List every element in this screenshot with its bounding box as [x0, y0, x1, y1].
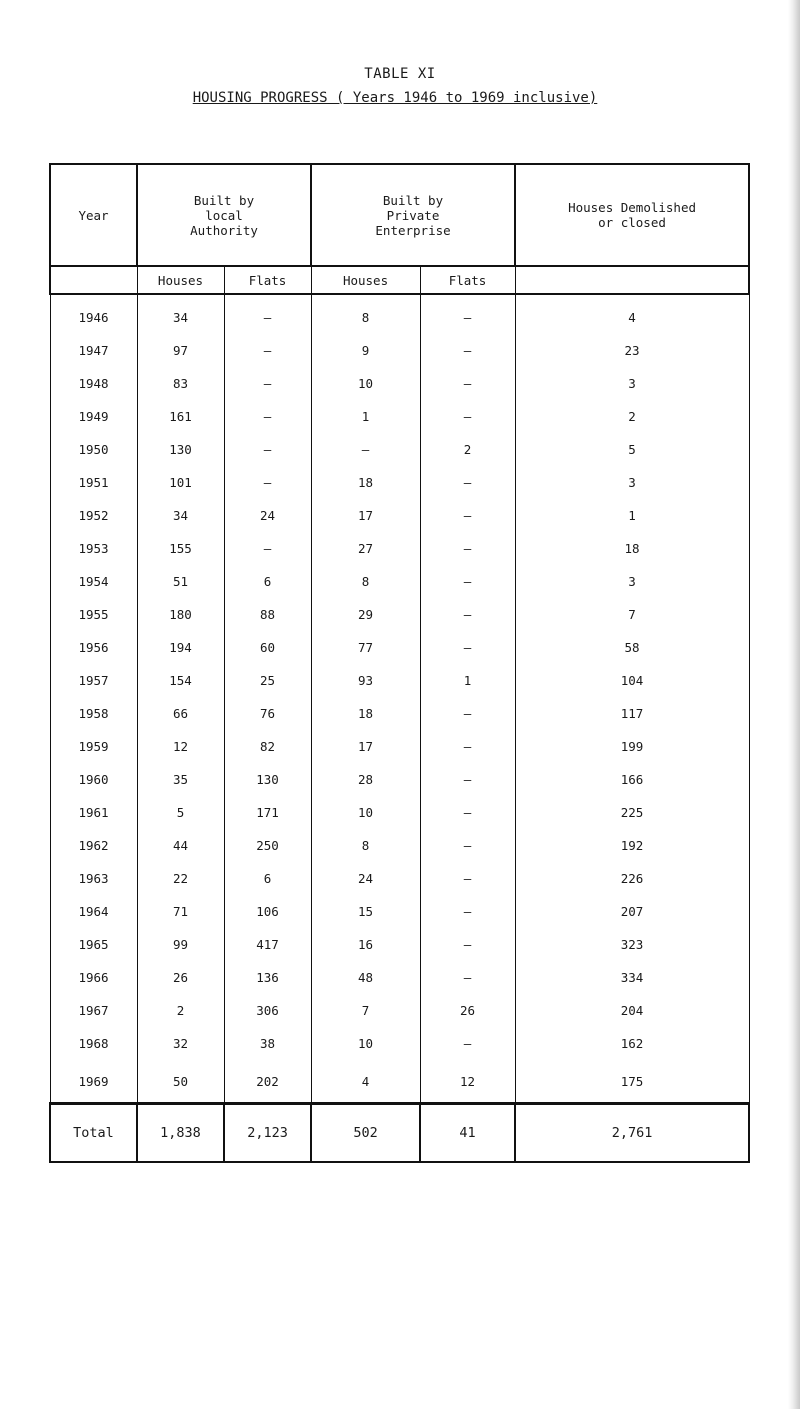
cell-private-houses: 15	[311, 895, 420, 928]
cell-private-houses: 1	[311, 400, 420, 433]
cell-local-flats: 202	[224, 1060, 311, 1104]
cell-local-flats: 106	[224, 895, 311, 928]
cell-year: 1948	[50, 367, 137, 400]
table-row	[50, 829, 749, 862]
table-row	[50, 796, 749, 829]
cell-year: 1957	[50, 664, 137, 697]
cell-year: 1965	[50, 928, 137, 961]
total-row	[50, 1104, 749, 1163]
cell-demolished: 323	[515, 928, 749, 961]
cell-private-houses: 16	[311, 928, 420, 961]
table-row	[50, 499, 749, 532]
table-title: HOUSING PROGRESS ( Years 1946 to 1969 inclusive)	[192, 90, 598, 106]
cell-private-houses: 48	[311, 961, 420, 994]
cell-year: 1969	[50, 1060, 137, 1104]
table-row	[50, 631, 749, 664]
cell-demolished: 2	[515, 400, 749, 433]
table-row	[50, 367, 749, 400]
subheader-private-flats: Flats	[420, 266, 515, 294]
cell-local-flats: 250	[224, 829, 311, 862]
header-local-line-3: Authority	[190, 222, 258, 238]
cell-private-houses: 4	[311, 1060, 420, 1104]
cell-local-houses: 194	[137, 631, 224, 664]
header-private-line-2: Private	[386, 207, 440, 223]
cell-private-flats: —	[420, 294, 515, 334]
cell-local-flats: —	[224, 367, 311, 400]
cell-demolished: 199	[515, 730, 749, 763]
cell-demolished: 3	[515, 367, 749, 400]
cell-private-flats: —	[420, 367, 515, 400]
subheader-local-flats: Flats	[224, 266, 311, 294]
cell-demolished: 3	[515, 466, 749, 499]
cell-year: 1967	[50, 994, 137, 1027]
cell-local-houses: 51	[137, 565, 224, 598]
cell-local-flats: 306	[224, 994, 311, 1027]
cell-year: 1956	[50, 631, 137, 664]
total-label: Total	[50, 1104, 137, 1163]
cell-private-flats: —	[420, 763, 515, 796]
table-caption: TABLE XI	[364, 66, 436, 82]
cell-demolished: 162	[515, 1027, 749, 1060]
cell-year: 1968	[50, 1027, 137, 1060]
table-row	[50, 1027, 749, 1060]
cell-local-houses: 50	[137, 1060, 224, 1104]
cell-local-flats: 136	[224, 961, 311, 994]
cell-year: 1959	[50, 730, 137, 763]
cell-private-houses: 17	[311, 730, 420, 763]
table-row	[50, 928, 749, 961]
header-demolished	[515, 164, 749, 266]
cell-year: 1955	[50, 598, 137, 631]
cell-local-flats: 130	[224, 763, 311, 796]
cell-year: 1962	[50, 829, 137, 862]
cell-local-flats: 38	[224, 1027, 311, 1060]
total-local-flats: 2,123	[224, 1104, 311, 1163]
table-row	[50, 895, 749, 928]
cell-private-flats: —	[420, 730, 515, 763]
subheader-local-houses: Houses	[137, 266, 224, 294]
cell-local-flats: 6	[224, 565, 311, 598]
cell-private-houses: 17	[311, 499, 420, 532]
cell-demolished: 334	[515, 961, 749, 994]
cell-private-houses: 7	[311, 994, 420, 1027]
cell-local-houses: 101	[137, 466, 224, 499]
cell-private-flats: —	[420, 928, 515, 961]
cell-private-flats: —	[420, 697, 515, 730]
table-body	[50, 294, 749, 1104]
cell-demolished: 7	[515, 598, 749, 631]
cell-local-houses: 34	[137, 499, 224, 532]
cell-year: 1946	[50, 294, 137, 334]
cell-local-flats: 88	[224, 598, 311, 631]
cell-local-flats: 76	[224, 697, 311, 730]
total-demolished: 2,761	[515, 1104, 749, 1163]
cell-local-houses: 2	[137, 994, 224, 1027]
cell-year: 1953	[50, 532, 137, 565]
cell-local-houses: 34	[137, 294, 224, 334]
table-row	[50, 334, 749, 367]
table-row	[50, 1060, 749, 1104]
table-row	[50, 466, 749, 499]
table-row	[50, 294, 749, 334]
cell-year: 1954	[50, 565, 137, 598]
cell-private-houses: 93	[311, 664, 420, 697]
cell-local-houses: 180	[137, 598, 224, 631]
cell-demolished: 104	[515, 664, 749, 697]
cell-local-houses: 5	[137, 796, 224, 829]
cell-private-houses: 29	[311, 598, 420, 631]
cell-private-houses: 24	[311, 862, 420, 895]
cell-local-houses: 44	[137, 829, 224, 862]
header-demolished-line-2: or closed	[598, 215, 666, 230]
cell-private-houses: 10	[311, 367, 420, 400]
cell-private-houses: 18	[311, 466, 420, 499]
cell-private-flats: 12	[420, 1060, 515, 1104]
subheader-private-houses: Houses	[311, 266, 420, 294]
table-row	[50, 598, 749, 631]
cell-demolished: 18	[515, 532, 749, 565]
cell-local-flats: 6	[224, 862, 311, 895]
cell-private-flats: —	[420, 499, 515, 532]
cell-private-houses: 8	[311, 565, 420, 598]
header-year: Year	[50, 164, 137, 266]
cell-private-flats: —	[420, 829, 515, 862]
subheader-blank	[50, 266, 137, 294]
cell-local-flats: —	[224, 400, 311, 433]
cell-private-flats: 1	[420, 664, 515, 697]
total-private-houses: 502	[311, 1104, 420, 1163]
table-row	[50, 763, 749, 796]
table-row	[50, 862, 749, 895]
cell-private-flats: 26	[420, 994, 515, 1027]
cell-private-houses: 18	[311, 697, 420, 730]
cell-year: 1950	[50, 433, 137, 466]
cell-demolished: 23	[515, 334, 749, 367]
table-row	[50, 961, 749, 994]
table-row	[50, 664, 749, 697]
cell-local-houses: 155	[137, 532, 224, 565]
cell-private-flats: —	[420, 334, 515, 367]
cell-local-houses: 12	[137, 730, 224, 763]
cell-local-houses: 97	[137, 334, 224, 367]
cell-private-flats: —	[420, 400, 515, 433]
cell-local-flats: —	[224, 334, 311, 367]
cell-local-houses: 83	[137, 367, 224, 400]
cell-private-flats: —	[420, 796, 515, 829]
cell-private-houses: 77	[311, 631, 420, 664]
cell-local-flats: 25	[224, 664, 311, 697]
cell-year: 1951	[50, 466, 137, 499]
cell-private-flats: —	[420, 862, 515, 895]
cell-year: 1958	[50, 697, 137, 730]
cell-year: 1963	[50, 862, 137, 895]
cell-demolished: 58	[515, 631, 749, 664]
cell-private-flats: —	[420, 598, 515, 631]
cell-local-flats: —	[224, 294, 311, 334]
cell-local-flats: —	[224, 532, 311, 565]
cell-local-houses: 130	[137, 433, 224, 466]
cell-private-houses: —	[311, 433, 420, 466]
cell-local-houses: 32	[137, 1027, 224, 1060]
cell-demolished: 4	[515, 294, 749, 334]
header-local-line-1: Built by	[193, 192, 255, 208]
cell-year: 1949	[50, 400, 137, 433]
cell-private-flats: —	[420, 895, 515, 928]
page-edge-shadow	[788, 0, 800, 1409]
cell-year: 1966	[50, 961, 137, 994]
cell-year: 1947	[50, 334, 137, 367]
cell-demolished: 5	[515, 433, 749, 466]
table-row	[50, 730, 749, 763]
cell-local-flats: —	[224, 433, 311, 466]
total-private-flats: 41	[420, 1104, 515, 1163]
cell-local-houses: 26	[137, 961, 224, 994]
cell-private-houses: 10	[311, 1027, 420, 1060]
cell-private-houses: 8	[311, 829, 420, 862]
cell-year: 1964	[50, 895, 137, 928]
cell-private-flats: —	[420, 961, 515, 994]
cell-local-flats: —	[224, 466, 311, 499]
cell-private-houses: 10	[311, 796, 420, 829]
cell-year: 1960	[50, 763, 137, 796]
cell-local-flats: 60	[224, 631, 311, 664]
cell-demolished: 3	[515, 565, 749, 598]
cell-demolished: 1	[515, 499, 749, 532]
table-row	[50, 697, 749, 730]
table-row	[50, 994, 749, 1027]
cell-local-flats: 24	[224, 499, 311, 532]
cell-local-houses: 71	[137, 895, 224, 928]
cell-demolished: 225	[515, 796, 749, 829]
cell-local-houses: 154	[137, 664, 224, 697]
cell-demolished: 166	[515, 763, 749, 796]
cell-demolished: 192	[515, 829, 749, 862]
cell-year: 1961	[50, 796, 137, 829]
cell-demolished: 204	[515, 994, 749, 1027]
table-row	[50, 400, 749, 433]
cell-local-houses: 66	[137, 697, 224, 730]
header-demolished-line-1: Houses Demolished	[568, 200, 696, 215]
cell-private-flats: —	[420, 631, 515, 664]
header-private-line-3: Enterprise	[375, 222, 451, 238]
table-row	[50, 433, 749, 466]
subheader-blank-demolished	[515, 266, 749, 294]
cell-private-houses: 28	[311, 763, 420, 796]
cell-demolished: 117	[515, 697, 749, 730]
cell-private-flats: —	[420, 565, 515, 598]
cell-local-houses: 22	[137, 862, 224, 895]
cell-local-houses: 35	[137, 763, 224, 796]
header-private-line-1: Built by	[382, 192, 444, 208]
cell-private-flats: —	[420, 1027, 515, 1060]
cell-demolished: 207	[515, 895, 749, 928]
cell-private-houses: 8	[311, 294, 420, 334]
cell-local-flats: 171	[224, 796, 311, 829]
cell-local-flats: 82	[224, 730, 311, 763]
header-local-authority	[137, 164, 311, 266]
header-private-enterprise	[311, 164, 515, 266]
table-row	[50, 532, 749, 565]
table-row	[50, 565, 749, 598]
cell-local-houses: 99	[137, 928, 224, 961]
cell-demolished: 226	[515, 862, 749, 895]
housing-progress-table	[49, 163, 750, 1163]
cell-private-flats: 2	[420, 433, 515, 466]
cell-local-flats: 417	[224, 928, 311, 961]
cell-private-flats: —	[420, 532, 515, 565]
cell-private-houses: 27	[311, 532, 420, 565]
cell-private-houses: 9	[311, 334, 420, 367]
cell-demolished: 175	[515, 1060, 749, 1104]
header-local-line-2: local	[205, 207, 243, 223]
cell-year: 1952	[50, 499, 137, 532]
cell-local-houses: 161	[137, 400, 224, 433]
cell-private-flats: —	[420, 466, 515, 499]
total-local-houses: 1,838	[137, 1104, 224, 1163]
